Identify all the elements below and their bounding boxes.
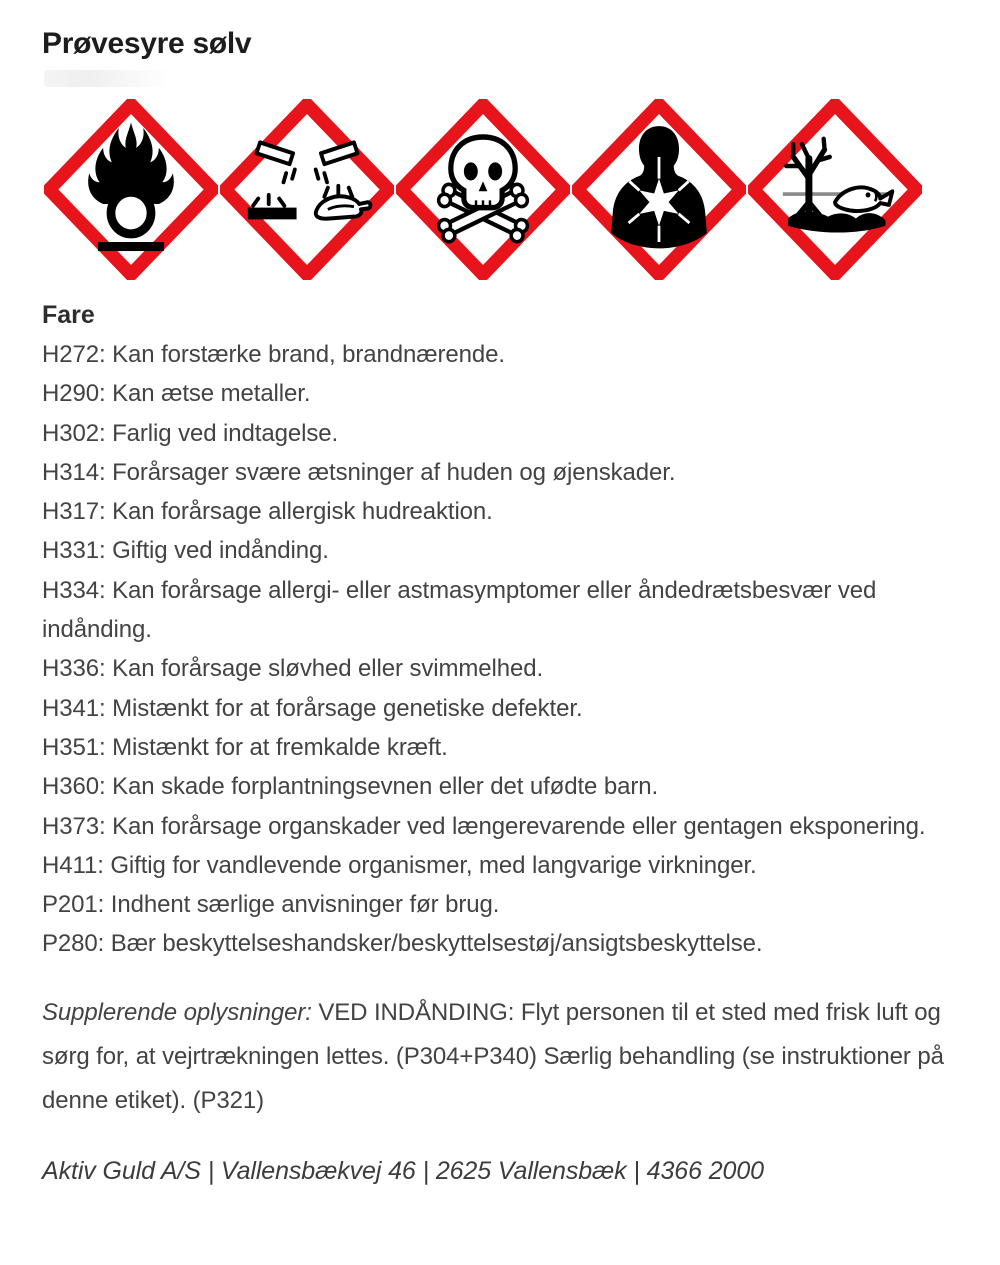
- statement-line: P280: Bær beskyttelseshandsker/beskyttelsestøj/ansigtsbeskyttelse.: [42, 930, 763, 958]
- signal-word: Fare: [42, 301, 95, 329]
- company-footer: Aktiv Guld A/S | Vallensbækvej 46 | 2625 Vallensbæk | 4366 2000: [42, 1156, 764, 1185]
- statement-line: H360: Kan skade forplantningsevnen eller det ufødte barn.: [42, 773, 659, 801]
- hazard-statements: [42, 335, 970, 964]
- statement-line: H411: Giftig for vandlevende organismer, med langvarige virkninger.: [42, 851, 757, 879]
- statement-line: H373: Kan forårsage organskader ved længerevarende eller gentagen eksponering.: [42, 812, 926, 840]
- supplementary-text: VED INDÅNDING: Flyt personen til et sted med frisk luft og sørg for, at vejrtrækningen lettes. (P304+P340) Særlig behandling (se instruktioner på denne etiket). (P321): [42, 998, 944, 1114]
- statement-line: H336: Kan forårsage sløvhed eller svimmelhed.: [42, 655, 544, 683]
- ghs-flame-over-circle-icon: [44, 99, 218, 280]
- statement-line: H351: Mistænkt for at fremkalde kræft.: [42, 733, 448, 761]
- ghs-environment-icon: [748, 99, 922, 280]
- hazard-statements-section: [42, 296, 970, 964]
- page-title: Prøvesyre sølv: [42, 27, 252, 60]
- statement-line: H341: Mistænkt for at forårsage genetiske defekter.: [42, 694, 583, 722]
- faded-text-artifact: [44, 70, 172, 87]
- ghs-health-hazard-icon: [572, 99, 746, 280]
- ghs-pictogram-row: [44, 99, 970, 280]
- statement-line: H317: Kan forårsage allergisk hudreaktion.: [42, 498, 493, 526]
- supplementary-info: [42, 991, 970, 1123]
- supplementary-label: Supplerende oplysninger:: [42, 998, 312, 1026]
- statement-line: H314: Forårsager svære ætsninger af huden og øjenskader.: [42, 458, 676, 486]
- ghs-corrosion-icon: [220, 99, 394, 280]
- statement-line: H272: Kan forstærke brand, brandnærende.: [42, 341, 505, 368]
- statement-line: H290: Kan ætse metaller.: [42, 380, 311, 408]
- ghs-skull-crossbones-icon: [396, 99, 570, 280]
- statement-line: H331: Giftig ved indånding.: [42, 537, 329, 565]
- statement-line: H302: Farlig ved indtagelse.: [42, 419, 339, 447]
- statement-line: P201: Indhent særlige anvisninger før brug.: [42, 891, 500, 919]
- statement-line: H334: Kan forårsage allergi- eller astmasymptomer eller åndedrætsbesvær ved indånding.: [42, 576, 877, 644]
